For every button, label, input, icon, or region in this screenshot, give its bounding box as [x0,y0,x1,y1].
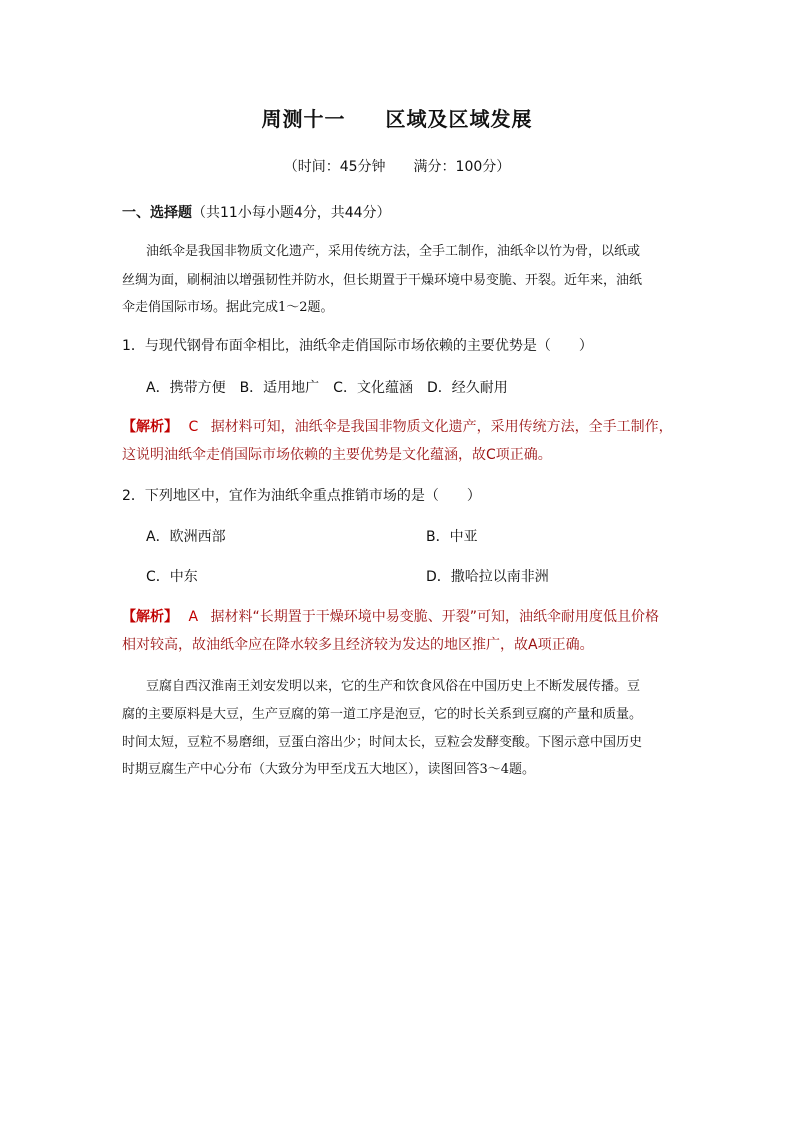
title-right: 区域及区域发展 [385,107,533,131]
question-1-options: A．携带方便 B．适用地广 C．文化蕴涵 D．经久耐用 [146,380,508,396]
question-1-stem: 1．与现代钢骨布面伞相比，油纸伞走俏国际市场依赖的主要优势是（ ） [122,338,593,354]
passage2-line: 腐的主要原料是大豆，生产豆腐的第一道工序是泡豆，它的时长关系到豆腐的产量和质量。 [122,707,643,722]
passage2-line: 豆腐自西汉淮南王刘安发明以来，它的生产和饮食风俗在中国历史上不断发展传播。豆 [146,679,641,694]
passage1-line: 油纸伞是我国非物质文化遗产，采用传统方法，全手工制作，油纸伞以竹为骨，以纸或 [146,244,641,259]
answer-letter: C [188,419,199,435]
section-heading [122,202,391,222]
passage1-line: 丝绸为面，刷桐油以增强韧性并防水，但长期置于干燥环境中易变脆、开裂。近年来，油纸 [122,273,643,288]
question-1-analysis [122,416,673,436]
passage2-line: 时期豆腐生产中心分布（大致分为甲至戊五大地区），读图回答3～4题。 [122,762,536,777]
analysis-tag: 【解析】 [122,419,178,435]
exam-info [0,156,794,176]
page-title [0,103,794,132]
analysis-text: 相对较高，故油纸伞应在降水较多且经济较为发达的地区推广，故A项正确。 [122,637,594,653]
question-2-option-c: C．中东 [146,569,198,585]
exam-score: 满分：100分） [413,159,511,175]
analysis-text: 据材料可知，油纸伞是我国非物质文化遗产，采用传统方法，全手工制作， [210,419,673,435]
question-2-analysis [122,606,659,626]
question-2-option-a: A．欧洲西部 [146,529,226,545]
exam-time: （时间：45分钟 [283,159,386,175]
analysis-tag: 【解析】 [122,609,178,625]
question-2-option-b: B．中亚 [426,529,478,545]
title-left: 周测十一 [261,107,346,131]
analysis-text: 据材料“长期置于干燥环境中易变脆、开裂”可知，油纸伞耐用度低且价格 [210,609,659,625]
section-heading-rest: （共11小每小题4分，共44分） [192,205,391,221]
question-2-stem: 2．下列地区中，宜作为油纸伞重点推销市场的是（ ） [122,488,481,504]
passage2-line: 时间太短，豆粒不易磨细，豆蛋白溶出少；时间太长，豆粒会发酵变酸。下图示意中国历史 [122,735,643,750]
question-2-option-d: D．撒哈拉以南非洲 [426,569,549,585]
passage1-line: 伞走俏国际市场。据此完成1～2题。 [122,300,334,315]
section-heading-bold: 一、选择题 [122,205,192,221]
analysis-text: 这说明油纸伞走俏国际市场依赖的主要优势是文化蕴涵，故C项正确。 [122,447,552,463]
answer-letter: A [188,609,199,625]
